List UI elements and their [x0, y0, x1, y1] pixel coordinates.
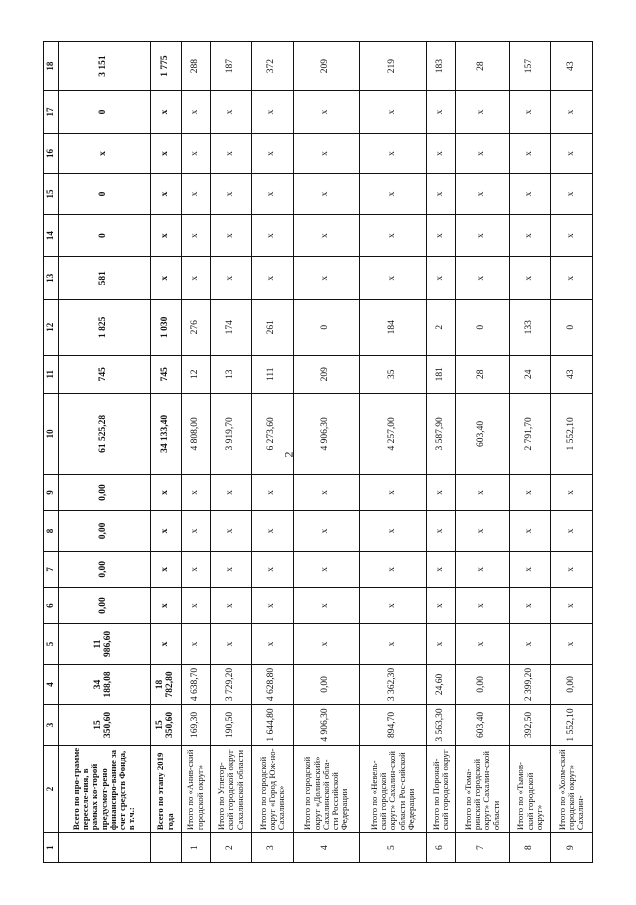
column-number-1: 1	[44, 833, 59, 863]
column-number-14: 14	[44, 214, 59, 257]
table-cell: x	[210, 551, 252, 587]
resettlement-table-wrap	[43, 41, 593, 863]
column-number-12: 12	[44, 300, 59, 355]
table-cell: x	[150, 174, 181, 215]
table-cell: x	[252, 257, 294, 300]
table-cell: x	[360, 474, 427, 510]
table-row	[252, 42, 294, 863]
table-cell: x	[426, 214, 455, 257]
table-cell: 169,30	[181, 705, 210, 746]
table-cell: x	[293, 511, 360, 552]
table-cell: x	[455, 174, 509, 215]
table-cell: x	[293, 214, 360, 257]
table-row	[150, 42, 181, 863]
table-cell: 288	[181, 42, 210, 91]
table-cell: x	[426, 587, 455, 623]
column-number-7: 7	[44, 551, 59, 587]
table-cell: 603,40	[455, 393, 509, 474]
column-number-11: 11	[44, 355, 59, 393]
table-cell: 4 906,30	[293, 393, 360, 474]
table-cell: x	[252, 91, 294, 134]
table-row	[455, 42, 509, 863]
table-cell: 4 638,70	[181, 664, 210, 705]
table-cell: x	[210, 257, 252, 300]
table-cell: x	[551, 214, 593, 257]
table-cell: 183	[426, 42, 455, 91]
table-row	[551, 42, 593, 863]
row-label-cell: Итого по Углегор-ский городской округ Сахалинской области	[210, 745, 252, 832]
table-cell: x	[551, 624, 593, 665]
table-cell: x	[181, 511, 210, 552]
table-cell: 157	[509, 42, 551, 91]
row-label-cell: Итого по «Холм-ский городской округ» Сахалин-	[551, 745, 593, 832]
row-label-cell: Итого по городской округ «Город Юж-но-Сахалинск»	[252, 745, 294, 832]
table-cell: 392,50	[509, 705, 551, 746]
table-cell: 3 587,90	[426, 393, 455, 474]
table-cell: x	[150, 587, 181, 623]
table-cell: x	[455, 511, 509, 552]
table-cell: x	[293, 474, 360, 510]
column-number-13: 13	[44, 257, 59, 300]
table-cell: x	[509, 551, 551, 587]
table-cell: x	[293, 174, 360, 215]
table-row	[210, 42, 252, 863]
table-cell: x	[551, 511, 593, 552]
table-cell: 24,60	[426, 664, 455, 705]
table-cell: x	[360, 551, 427, 587]
table-cell: 4 808,00	[181, 393, 210, 474]
column-number-18: 18	[44, 42, 59, 91]
table-cell: 209	[293, 355, 360, 393]
table-cell: x	[181, 624, 210, 665]
table-cell: x	[455, 587, 509, 623]
table-cell: x	[509, 133, 551, 174]
table-cell: 0,00	[551, 664, 593, 705]
table-cell: x	[293, 587, 360, 623]
table-cell: 3 151	[59, 42, 151, 91]
table-cell: x	[509, 511, 551, 552]
table-cell: 3 563,30	[426, 705, 455, 746]
table-cell: 18 782,80	[150, 664, 181, 705]
table-cell: 0,00	[59, 474, 151, 510]
table-cell: x	[181, 214, 210, 257]
table-cell: x	[150, 257, 181, 300]
table-cell: x	[455, 91, 509, 134]
column-number-16: 16	[44, 133, 59, 174]
column-number-row	[44, 42, 59, 863]
table-cell: x	[455, 133, 509, 174]
table-cell: x	[551, 551, 593, 587]
table-cell	[150, 833, 181, 863]
table-cell: 34 133,40	[150, 393, 181, 474]
table-cell: 4 257,00	[360, 393, 427, 474]
table-cell: 894,70	[360, 705, 427, 746]
table-cell: x	[509, 91, 551, 134]
table-cell: x	[252, 551, 294, 587]
table-cell: x	[210, 133, 252, 174]
table-cell: 11 986,60	[59, 624, 151, 665]
table-cell: x	[59, 133, 151, 174]
row-label-cell: Итого по «Тымов-ский городской округ»	[509, 745, 551, 832]
table-cell: x	[181, 257, 210, 300]
table-cell: 1 030	[150, 300, 181, 355]
table-cell: 187	[210, 42, 252, 91]
table-cell: x	[293, 551, 360, 587]
table-cell: x	[551, 174, 593, 215]
table-cell: 9	[551, 833, 593, 863]
table-cell: 15 350,60	[59, 705, 151, 746]
table-cell: x	[210, 474, 252, 510]
table-cell: x	[252, 624, 294, 665]
table-cell: x	[181, 551, 210, 587]
table-cell: x	[551, 91, 593, 134]
table-cell: 12	[181, 355, 210, 393]
table-cell: x	[293, 624, 360, 665]
table-cell: x	[181, 133, 210, 174]
table-cell: x	[252, 587, 294, 623]
table-row	[509, 42, 551, 863]
table-cell: 8	[509, 833, 551, 863]
table-cell: x	[426, 624, 455, 665]
table-cell: 4	[293, 833, 360, 863]
table-cell: x	[509, 257, 551, 300]
table-cell: 0	[59, 91, 151, 134]
table-cell: x	[181, 587, 210, 623]
table-row	[360, 42, 427, 863]
table-cell: 1 644,80	[252, 705, 294, 746]
table-cell: 2	[210, 833, 252, 863]
table-cell: 0	[59, 214, 151, 257]
table-cell: x	[210, 511, 252, 552]
column-number-10: 10	[44, 393, 59, 474]
table-cell: 209	[293, 42, 360, 91]
table-cell: 0	[59, 174, 151, 215]
table-cell: 0	[293, 300, 360, 355]
table-cell: 190,50	[210, 705, 252, 746]
table-cell: 13	[210, 355, 252, 393]
table-cell: x	[360, 133, 427, 174]
table-cell: x	[210, 91, 252, 134]
row-label-cell: Итого по «Тома-ринский городской округ» Сахалин-ской области	[455, 745, 509, 832]
table-cell: 111	[252, 355, 294, 393]
table-cell: 581	[59, 257, 151, 300]
table-cell: x	[210, 214, 252, 257]
column-number-6: 6	[44, 587, 59, 623]
table-cell: x	[509, 587, 551, 623]
table-cell: x	[150, 511, 181, 552]
table-cell: x	[150, 474, 181, 510]
table-cell: 28	[455, 42, 509, 91]
table-cell: x	[455, 474, 509, 510]
table-cell: x	[455, 257, 509, 300]
table-cell: x	[509, 174, 551, 215]
table-row	[293, 42, 360, 863]
table-cell: 2	[426, 300, 455, 355]
table-cell: 6 273,60	[252, 393, 294, 474]
column-number-9: 9	[44, 474, 59, 510]
table-cell: 3 729,20	[210, 664, 252, 705]
table-cell: x	[360, 214, 427, 257]
table-cell: 181	[426, 355, 455, 393]
table-cell: 4 628,80	[252, 664, 294, 705]
table-cell: 0,00	[59, 551, 151, 587]
table-cell: 3 919,70	[210, 393, 252, 474]
table-cell: 603,40	[455, 705, 509, 746]
table-cell: 4 906,30	[293, 705, 360, 746]
table-cell: x	[293, 133, 360, 174]
row-label-cell: Итого по городской округ «Долинский» Сахалинской обла-сти Российской Федерации	[293, 745, 360, 832]
table-row	[59, 42, 151, 863]
column-number-8: 8	[44, 511, 59, 552]
table-cell: 0,00	[455, 664, 509, 705]
table-cell: x	[426, 474, 455, 510]
table-cell: x	[426, 91, 455, 134]
table-cell: 0,00	[59, 587, 151, 623]
table-cell: x	[210, 624, 252, 665]
table-cell: 7	[455, 833, 509, 863]
table-cell: x	[293, 91, 360, 134]
row-label-cell: Итого по Поронай-ский городской округ	[426, 745, 455, 832]
table-cell: x	[426, 511, 455, 552]
table-cell: 745	[150, 355, 181, 393]
table-cell: x	[252, 214, 294, 257]
table-cell: x	[509, 214, 551, 257]
table-cell: 133	[509, 300, 551, 355]
column-number-4: 4	[44, 664, 59, 705]
table-cell: 0,00	[293, 664, 360, 705]
table-cell: x	[455, 214, 509, 257]
table-cell	[59, 833, 151, 863]
table-cell: 372	[252, 42, 294, 91]
table-cell: 174	[210, 300, 252, 355]
table-cell: x	[551, 257, 593, 300]
table-cell: x	[150, 91, 181, 134]
table-cell: x	[360, 587, 427, 623]
table-cell: x	[360, 511, 427, 552]
table-cell: 261	[252, 300, 294, 355]
column-number-3: 3	[44, 705, 59, 746]
table-cell: x	[210, 587, 252, 623]
row-label-cell: Итого по «Невель-ский городской округ» Сахалин-ской области Рос-сийской Федерации	[360, 745, 427, 832]
column-number-17: 17	[44, 91, 59, 134]
table-cell: 6	[426, 833, 455, 863]
table-cell: 24	[509, 355, 551, 393]
table-cell: 1 552,10	[551, 705, 593, 746]
column-number-2: 2	[44, 745, 59, 832]
table-cell: 276	[181, 300, 210, 355]
table-cell: x	[181, 474, 210, 510]
table-cell: x	[455, 624, 509, 665]
table-cell: 0,00	[59, 511, 151, 552]
table-cell: 35	[360, 355, 427, 393]
table-cell: 745	[59, 355, 151, 393]
table-cell: x	[181, 174, 210, 215]
table-cell: x	[426, 257, 455, 300]
table-cell: 3	[252, 833, 294, 863]
table-cell: 3 362,30	[360, 664, 427, 705]
table-cell: x	[360, 257, 427, 300]
table-cell: 28	[455, 355, 509, 393]
row-label-cell: Всего по этапу 2019 года	[150, 745, 181, 832]
table-cell: x	[360, 624, 427, 665]
table-cell: x	[426, 174, 455, 215]
table-cell: x	[426, 551, 455, 587]
table-cell: x	[210, 174, 252, 215]
table-cell: 2 791,70	[509, 393, 551, 474]
table-cell: 43	[551, 42, 593, 91]
row-label-cell: Итого по «Анив-ский городской округ»	[181, 745, 210, 832]
table-cell: x	[360, 91, 427, 134]
table-cell: x	[360, 174, 427, 215]
table-cell: x	[252, 474, 294, 510]
table-cell: x	[455, 551, 509, 587]
table-row	[426, 42, 455, 863]
table-cell: 0	[455, 300, 509, 355]
table-cell: x	[509, 624, 551, 665]
table-cell: x	[551, 133, 593, 174]
column-number-5: 5	[44, 624, 59, 665]
table-cell: 1 775	[150, 42, 181, 91]
table-cell: 1 552,10	[551, 393, 593, 474]
table-cell: x	[150, 551, 181, 587]
table-cell: 219	[360, 42, 427, 91]
table-cell: 34 188,08	[59, 664, 151, 705]
table-cell: x	[150, 133, 181, 174]
row-label-cell: Всего по про-грамме переселе-ния, в рамках ко-торой предусмот-рено финансиро-вание за счет средств Фонда, в т.ч.:	[59, 745, 151, 832]
table-cell: 0	[551, 300, 593, 355]
page-number: 2	[281, 451, 296, 458]
table-cell: 184	[360, 300, 427, 355]
table-cell: x	[150, 214, 181, 257]
table-cell: x	[426, 133, 455, 174]
table-cell: 43	[551, 355, 593, 393]
resettlement-table	[43, 41, 593, 863]
table-cell: 5	[360, 833, 427, 863]
table-cell: x	[551, 587, 593, 623]
table-cell: 2 399,20	[509, 664, 551, 705]
table-cell: x	[293, 257, 360, 300]
table-cell: x	[509, 474, 551, 510]
table-cell: 1 825	[59, 300, 151, 355]
table-cell: x	[252, 174, 294, 215]
table-cell: x	[551, 474, 593, 510]
table-cell: x	[181, 91, 210, 134]
table-cell: 1	[181, 833, 210, 863]
table-cell: x	[252, 511, 294, 552]
table-cell: x	[150, 624, 181, 665]
column-number-15: 15	[44, 174, 59, 215]
table-row	[181, 42, 210, 863]
table-cell: 61 525,28	[59, 393, 151, 474]
table-cell: 15 350,60	[150, 705, 181, 746]
table-cell: x	[252, 133, 294, 174]
